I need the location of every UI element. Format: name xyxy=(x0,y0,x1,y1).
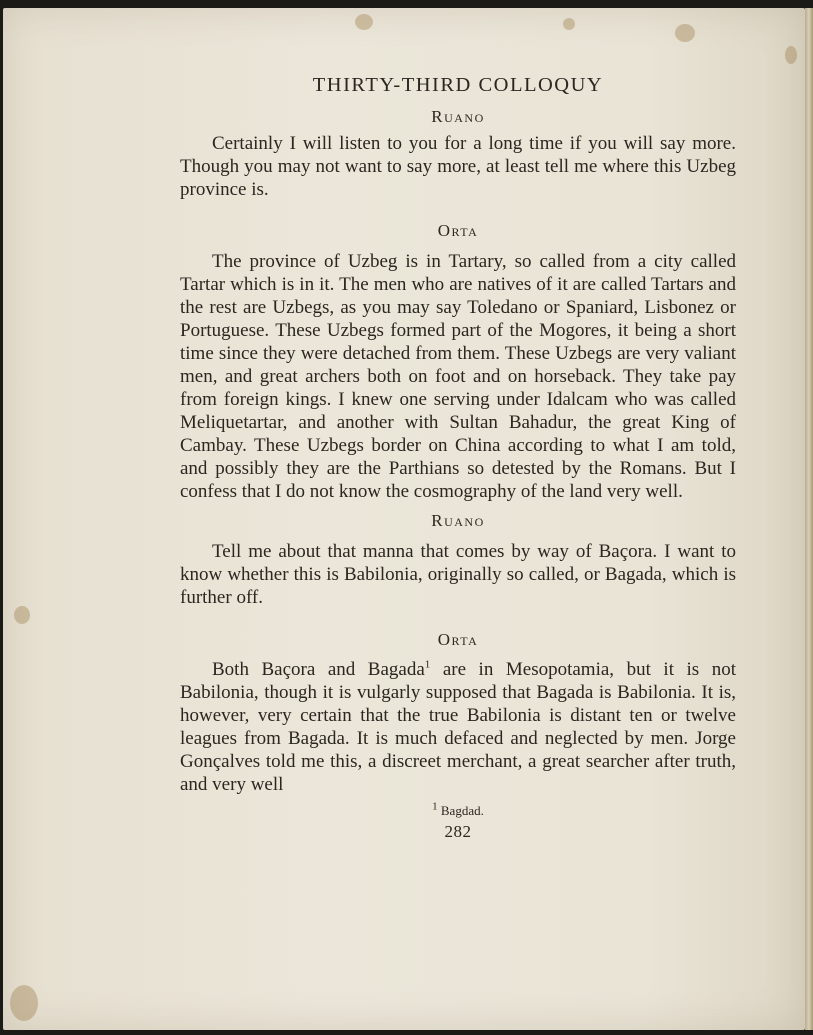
foxing-spot xyxy=(355,14,373,30)
page-edge xyxy=(805,8,813,1030)
foxing-spot xyxy=(785,46,797,64)
speaker-heading: Ruano xyxy=(431,107,485,126)
speaker-heading: Ruano xyxy=(431,511,485,530)
dialogue-paragraph: The province of Uzbeg is in Tartary, so called from a city called Tartar which is in it. The men who are natives of it are called Tartars and the rest are Uzbegs, as you may say Toledano or Spaniard, Lisbonez or Portuguese. These Uzbegs formed part of the Mogores, it being a short time since they were detached from them. These Uzbegs are very valiant men, and great archers both on foot and on horseback. They take pay from foreign kings. I knew one serving under Idalcam who was called Meliquetartar, and another with Sultan Bahadur, the great King of Cambay. These Uzbegs border on China according to what I am told, and possibly they are the Parthians so detested by the Romans. But I confess that I do not know the cosmography of the land very well. xyxy=(180,251,736,502)
paragraph-text: Both Baçora and Bagada xyxy=(212,659,425,680)
dialogue-paragraph: Certainly I will listen to you for a long time if you will say more. Though you may not want to say more, at least tell me where this Uzbeg province is. xyxy=(180,133,736,200)
foxing-spot xyxy=(10,985,38,1021)
dialogue-paragraph xyxy=(180,658,736,796)
page-content xyxy=(180,62,736,843)
speaker-heading: Orta xyxy=(437,221,479,240)
chapter-title: THIRTY-THIRD COLLOQUY xyxy=(312,74,604,96)
page-number: 282 xyxy=(444,822,472,841)
footnote-text: Bagdad. xyxy=(440,803,484,818)
footnote-reference: 1 xyxy=(424,658,431,671)
paragraph-text: are in Mesopotamia, but it is not Babilonia, though it is vulgarly supposed that Bagada is Babilonia. It is, however, very certain that the true Babilonia is distant ten or twelve leagues from Bagada. It is much defaced and neglected by men. Jorge Gonçalves told me this, a discreet merchant, a great searcher after truth, and very well xyxy=(180,659,736,795)
speaker-heading: Orta xyxy=(437,630,479,649)
footnote xyxy=(180,802,736,820)
foxing-spot xyxy=(14,606,30,624)
footnote-marker: 1 xyxy=(432,800,438,813)
foxing-spot xyxy=(675,24,695,42)
foxing-spot xyxy=(563,18,575,30)
dialogue-paragraph: Tell me about that manna that comes by way of Baçora. I want to know whether this is Babilonia, originally so called, or Bagada, which is further off. xyxy=(180,541,736,608)
